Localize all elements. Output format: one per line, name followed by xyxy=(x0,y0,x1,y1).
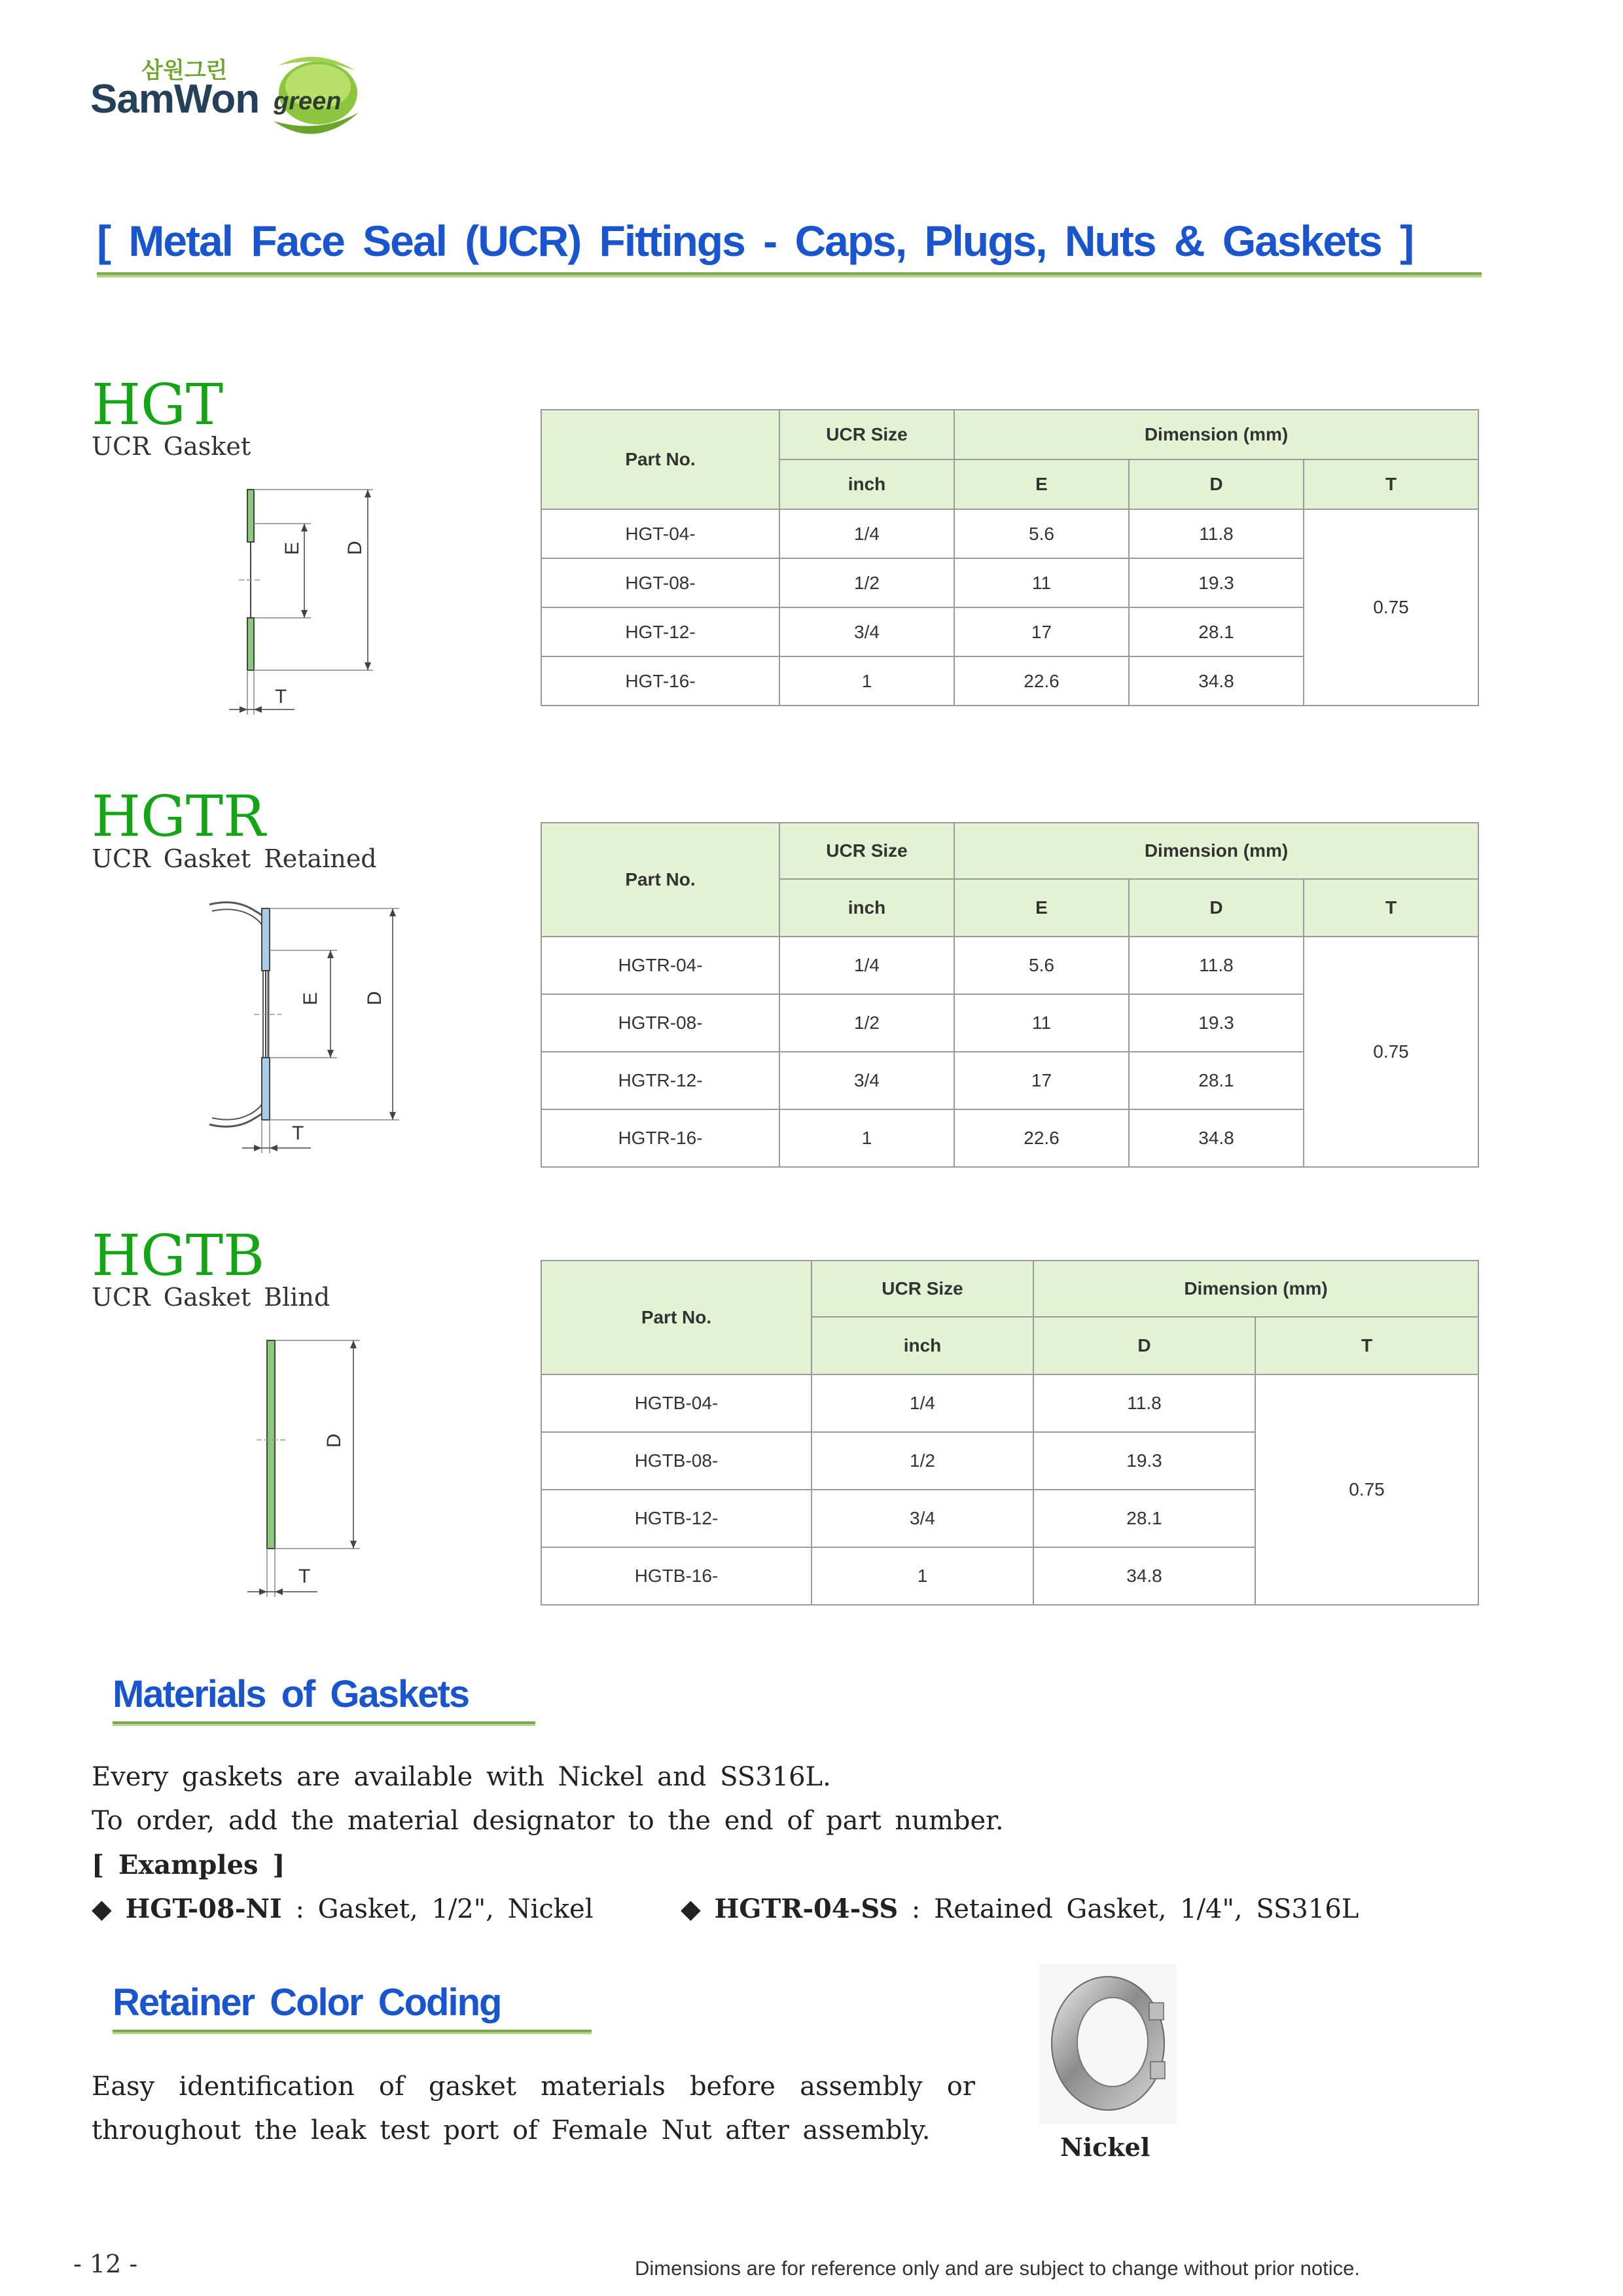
hgtr-header-d: D xyxy=(1129,879,1304,937)
hgtb-label-t: T xyxy=(298,1566,311,1587)
cell-d: 28.1 xyxy=(1129,607,1304,656)
hgtr-header-t: T xyxy=(1304,879,1478,937)
hgtr-header-inch: inch xyxy=(779,879,954,937)
hgt-header-part-no: Part No. xyxy=(541,410,779,509)
cell-t-merged: 0.75 xyxy=(1304,937,1478,1167)
example-2-desc: : Retained Gasket, 1/4", SS316L xyxy=(898,1894,1359,1924)
section-code-hgt: HGT xyxy=(92,372,224,438)
hgt-header-inch: inch xyxy=(779,459,954,509)
hgt-gasket-drawing xyxy=(223,471,393,720)
cell-part-no: HGT-12- xyxy=(541,607,779,656)
hgtr-label-d: D xyxy=(364,991,385,1005)
cell-t-merged: 0.75 xyxy=(1304,509,1478,706)
hgtr-header-e: E xyxy=(954,879,1129,937)
section-code-hgtr: HGTR xyxy=(92,784,266,850)
cell-e: 11 xyxy=(954,994,1129,1052)
examples-label: [ Examples ] xyxy=(92,1850,285,1880)
materials-heading-underline xyxy=(113,1721,535,1726)
example-2 xyxy=(681,1887,1359,1931)
cell-inch: 1 xyxy=(779,656,954,706)
hgtb-header-d: D xyxy=(1033,1317,1255,1374)
materials-line-2: To order, add the material designator to the end of part number. xyxy=(92,1806,1004,1836)
cell-inch: 1/4 xyxy=(779,509,954,558)
hgt-header-dimension: Dimension (mm) xyxy=(954,410,1478,459)
nickel-retainer-image xyxy=(1039,1964,1177,2124)
cell-part-no: HGTR-04- xyxy=(541,937,779,994)
hgtr-spec-table xyxy=(541,822,1479,1168)
cell-d: 19.3 xyxy=(1129,558,1304,607)
hgt-header-d: D xyxy=(1129,459,1304,509)
cell-part-no: HGTR-16- xyxy=(541,1109,779,1167)
cell-e: 5.6 xyxy=(954,937,1129,994)
logo-brand-name: SamWon xyxy=(90,77,260,122)
hgt-header-e: E xyxy=(954,459,1129,509)
cell-d: 11.8 xyxy=(1129,509,1304,558)
hgtb-header-dimension: Dimension (mm) xyxy=(1033,1261,1478,1317)
hgtr-header-part-no: Part No. xyxy=(541,823,779,937)
hgtb-spec-table xyxy=(541,1260,1479,1605)
hgtb-header-t: T xyxy=(1255,1317,1478,1374)
hgt-label-d: D xyxy=(344,541,366,555)
diamond-bullet-icon: ◆ xyxy=(681,1894,701,1924)
cell-inch: 1/4 xyxy=(779,937,954,994)
hgtb-header-ucr-size: UCR Size xyxy=(812,1261,1033,1317)
cell-part-no: HGTB-12- xyxy=(541,1490,812,1547)
cell-d: 34.8 xyxy=(1129,656,1304,706)
hgtb-header-part-no: Part No. xyxy=(541,1261,812,1374)
table-row xyxy=(541,937,1478,994)
hgt-header-ucr-size: UCR Size xyxy=(779,410,954,459)
hgtr-header-ucr-size: UCR Size xyxy=(779,823,954,879)
hgtr-header-dimension: Dimension (mm) xyxy=(954,823,1478,879)
hgt-spec-table xyxy=(541,409,1479,706)
cell-part-no: HGTR-12- xyxy=(541,1052,779,1109)
example-1-desc: : Gasket, 1/2", Nickel xyxy=(281,1894,594,1924)
cell-e: 11 xyxy=(954,558,1129,607)
cell-d: 19.3 xyxy=(1033,1432,1255,1490)
logo-green-word: green xyxy=(274,88,342,115)
materials-heading: Materials of Gaskets xyxy=(113,1673,469,1715)
example-1-code: HGT-08-NI xyxy=(125,1893,282,1924)
retainer-heading-underline xyxy=(113,2030,592,2034)
retainer-heading: Retainer Color Coding xyxy=(113,1981,501,2024)
section-subtitle-hgt: UCR Gasket xyxy=(92,432,251,461)
cell-inch: 1/2 xyxy=(779,558,954,607)
nickel-caption: Nickel xyxy=(1060,2132,1150,2162)
example-2-code: HGTR-04-SS xyxy=(714,1893,899,1924)
materials-line-1: Every gaskets are available with Nickel and SS316L. xyxy=(92,1762,831,1792)
cell-part-no: HGTB-04- xyxy=(541,1374,812,1432)
retainer-line-2: throughout the leak test port of Female Nut after assembly. xyxy=(92,2115,931,2145)
hgtb-blind-gasket-drawing xyxy=(242,1329,399,1604)
hgtb-label-d: D xyxy=(323,1433,345,1448)
section-subtitle-hgtr: UCR Gasket Retained xyxy=(92,844,377,873)
hgt-label-t: T xyxy=(275,686,287,708)
cell-e: 17 xyxy=(954,607,1129,656)
cell-inch: 3/4 xyxy=(812,1490,1033,1547)
cell-inch: 3/4 xyxy=(779,607,954,656)
diamond-bullet-icon: ◆ xyxy=(92,1894,112,1924)
cell-d: 11.8 xyxy=(1033,1374,1255,1432)
section-subtitle-hgtb: UCR Gasket Blind xyxy=(92,1283,330,1312)
example-1 xyxy=(92,1887,593,1931)
cell-part-no: HGTB-08- xyxy=(541,1432,812,1490)
cell-inch: 1 xyxy=(812,1547,1033,1605)
cell-d: 28.1 xyxy=(1129,1052,1304,1109)
cell-d: 11.8 xyxy=(1129,937,1304,994)
hgtr-label-t: T xyxy=(292,1122,304,1144)
cell-e: 17 xyxy=(954,1052,1129,1109)
cell-inch: 1/2 xyxy=(779,994,954,1052)
cell-part-no: HGT-04- xyxy=(541,509,779,558)
hgtr-retained-gasket-drawing xyxy=(196,897,419,1158)
hgtr-label-e: E xyxy=(300,992,321,1005)
cell-inch: 3/4 xyxy=(779,1052,954,1109)
table-row xyxy=(541,1374,1478,1432)
cell-inch: 1/4 xyxy=(812,1374,1033,1432)
brand-logo xyxy=(90,52,365,151)
hgt-header-t: T xyxy=(1304,459,1478,509)
cell-e: 22.6 xyxy=(954,656,1129,706)
cell-d: 28.1 xyxy=(1033,1490,1255,1547)
logo-korean-name: 삼원그린 xyxy=(141,58,228,83)
hgtb-header-inch: inch xyxy=(812,1317,1033,1374)
cell-inch: 1 xyxy=(779,1109,954,1167)
page-title: [ Metal Face Seal (UCR) Fittings - Caps, Plugs, Nuts & Gaskets ] xyxy=(97,217,1414,265)
retainer-line-1: Easy identification of gasket materials before assembly or xyxy=(92,2072,975,2102)
section-code-hgtb: HGTB xyxy=(92,1223,265,1289)
nickel-retainer-ring-graphic xyxy=(1039,1964,1177,2124)
cell-d: 34.8 xyxy=(1033,1547,1255,1605)
page-number: - 12 - xyxy=(73,2250,138,2278)
cell-d: 19.3 xyxy=(1129,994,1304,1052)
cell-inch: 1/2 xyxy=(812,1432,1033,1490)
title-underline xyxy=(97,272,1482,278)
cell-part-no: HGTB-16- xyxy=(541,1547,812,1605)
cell-part-no: HGT-08- xyxy=(541,558,779,607)
cell-part-no: HGTR-08- xyxy=(541,994,779,1052)
table-row xyxy=(541,509,1478,558)
footer-note: Dimensions are for reference only and are subject to change without prior notice. xyxy=(635,2257,1360,2280)
cell-e: 22.6 xyxy=(954,1109,1129,1167)
cell-d: 34.8 xyxy=(1129,1109,1304,1167)
cell-part-no: HGT-16- xyxy=(541,656,779,706)
cell-t-merged: 0.75 xyxy=(1255,1374,1478,1605)
cell-e: 5.6 xyxy=(954,509,1129,558)
hgt-label-e: E xyxy=(281,541,303,555)
